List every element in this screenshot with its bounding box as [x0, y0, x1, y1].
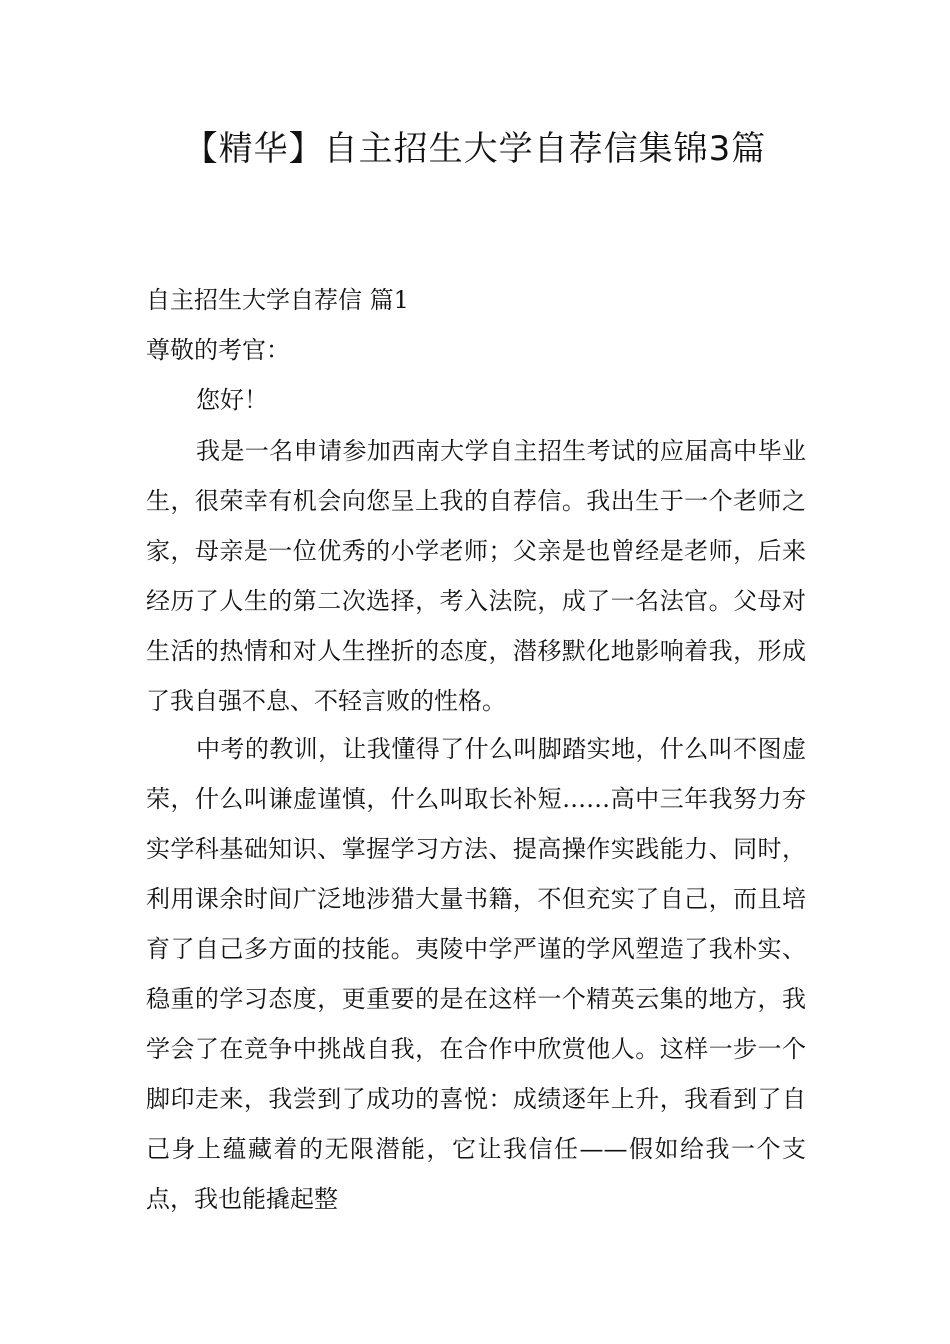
greeting: 您好！ [196, 386, 268, 414]
body-paragraph: 我是一名申请参加西南大学自主招生考试的应届高中毕业生，很荣幸有机会向您呈上我的自荐信。我出生于一个老师之家，母亲是一位优秀的小学老师；父亲是也曾经是老师，后来经历了人生的第二次选择，考入法院，成了一名法官。父母对生活的热情和对人生挫折的态度，潜移默化地影响着我，形成了我自强不息、不轻言败的性格。 [146, 437, 806, 715]
document-title: 【精华】自主招生大学自荐信集锦3篇 [183, 129, 767, 169]
section-heading: 自主招生大学自荐信 篇1 [146, 286, 409, 314]
salutation: 尊敬的考官： [146, 336, 290, 364]
body-paragraph: 中考的教训，让我懂得了什么叫脚踏实地，什么叫不图虚荣，什么叫谦虚谨慎，什么叫取长补短……高中三年我努力夯实学科基础知识、掌握学习方法、提高操作实践能力、同时，利用课余时间广泛地涉猎大量书籍，不但充实了自己，而且培育了自己多方面的技能。夷陵中学严谨的学风塑造了我朴实、稳重的学习态度，更重要的是在这样一个精英云集的地方，我学会了在竞争中挑战自我，在合作中欣赏他人。这样一步一个脚印走来，我尝到了成功的喜悦：成绩逐年上升，我看到了自己身上蕴藏着的无限潜能，它让我信任——假如给我一个支点，我也能撬起整 [146, 735, 806, 1213]
